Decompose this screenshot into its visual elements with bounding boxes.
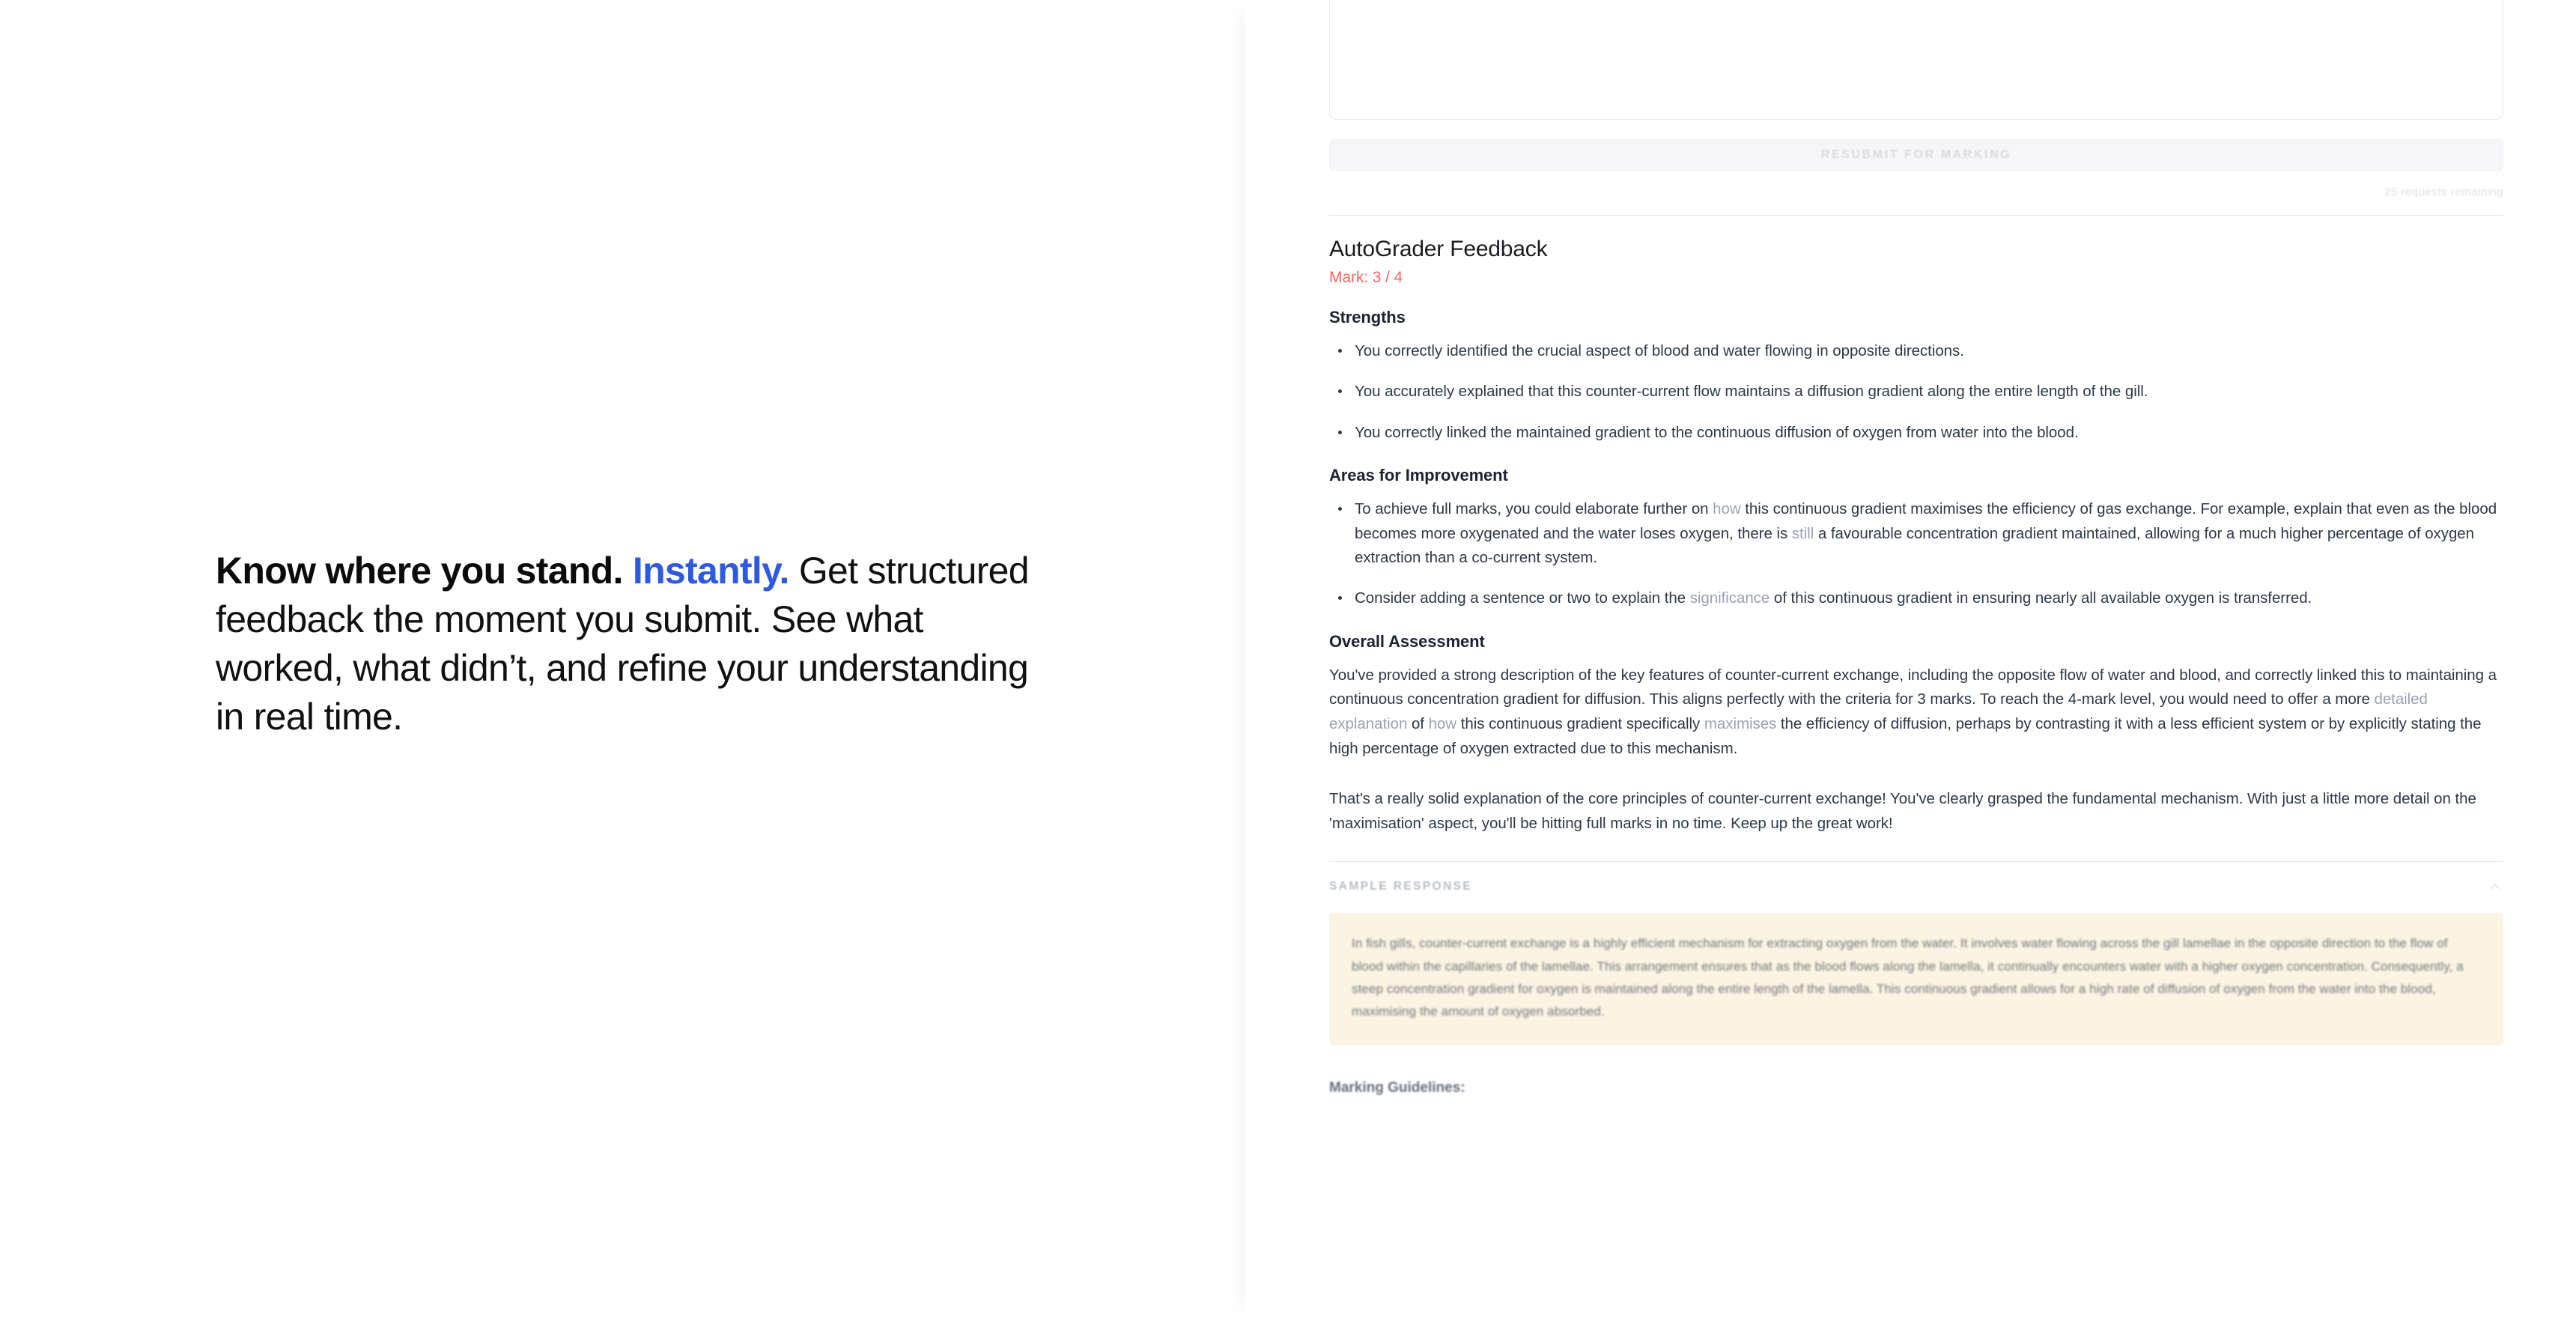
chevron-up-icon[interactable] xyxy=(2487,878,2503,895)
list-item: You correctly linked the maintained gradient to the continuous diffusion of oxygen from water into the blood. xyxy=(1329,421,2503,445)
list-item: You accurately explained that this counter-current flow maintains a diffusion gradient along the entire length of the gill. xyxy=(1329,380,2503,404)
section-divider-top xyxy=(1329,215,2503,216)
improvement-1-text-b: this continuous gradient maximises the efficiency of gas exchange. For example, explain that even as the blood becomes more oxygenated and the water loses oxygen, there is xyxy=(1355,500,2497,542)
hero-headline-lead: Know where you stand. xyxy=(216,550,633,592)
resubmit-button-label: RESUBMIT FOR MARKING xyxy=(1820,148,2012,161)
section-divider-sample xyxy=(1329,861,2503,862)
improvement-1-emphasis-how: how xyxy=(1713,500,1741,518)
mark-badge: Mark: 3 / 4 xyxy=(1329,269,1403,286)
improvements-list xyxy=(1329,497,2503,611)
strengths-list xyxy=(1329,339,2503,445)
hero-copy-block xyxy=(0,547,1144,741)
list-item xyxy=(1329,497,2503,570)
feedback-panel-content xyxy=(1245,0,2576,1096)
hero-section xyxy=(0,0,1245,1318)
improvement-2-text-b: of this continuous gradient in ensuring nearly all available oxygen is transferred. xyxy=(1770,589,2312,607)
improvement-1-text-c: a favourable concentration gradient maintained, allowing for a much higher percentage of oxygen extraction than a co-current system. xyxy=(1355,524,2475,566)
sample-response-box xyxy=(1329,913,2503,1045)
hero-headline xyxy=(216,547,1054,741)
improvement-2-emphasis-significance: significance xyxy=(1689,589,1770,607)
feedback-panel xyxy=(1245,0,2576,1318)
resubmit-for-marking-button[interactable] xyxy=(1329,139,2503,171)
overall-p1-emphasis-maximises: maximises xyxy=(1704,715,1777,733)
marking-guidelines-heading: Marking Guidelines: xyxy=(1329,1080,1465,1096)
hero-headline-accent: Instantly. xyxy=(632,550,789,592)
overall-assessment-paragraph-1 xyxy=(1329,663,2503,762)
overall-p1-text-c: this continuous gradient specifically xyxy=(1456,715,1704,733)
improvements-heading: Areas for Improvement xyxy=(1329,466,1508,485)
overall-p1-text-a: You've provided a strong description of the key features of counter-current exchange, including the opposite flow of water and blood, and correctly linked this to maintaining a continuous concentration gradient for diffusion. This aligns perfectly with the criteria for 3 marks. To reach the 4-mark level, you would need to offer a more xyxy=(1329,666,2497,708)
overall-assessment-heading: Overall Assessment xyxy=(1329,631,1485,651)
overall-assessment-paragraph-2: That's a really solid explanation of the core principles of counter-current exchange! You've clearly grasped the fundamental mechanism. With just a little more detail on the 'maximisation' aspect, you'll be hitting full marks in no time. Keep up the great work! xyxy=(1329,789,2476,832)
list-item: You correctly identified the crucial aspect of blood and water flowing in opposite directions. xyxy=(1329,339,2503,363)
improvement-1-emphasis-still: still xyxy=(1791,524,1814,542)
hero-headline-body: Get structured feedback the moment you submit. See what worked, what didn’t, and refine your understanding in real time. xyxy=(216,550,1029,738)
autograder-feedback-title: AutoGrader Feedback xyxy=(1329,237,1548,261)
overall-p1-emphasis-how: how xyxy=(1428,715,1457,733)
sample-response-text: In fish gills, counter-current exchange is a highly efficient mechanism for extracting oxygen from the water. It involves water flowing across the gill lamellae in the opposite direction to the flow of blood within the capillaries of the lamellae. This arrangement ensures that as the blood flows along the lamella, it continually encounters water with a higher oxygen concentration. Consequently, a steep concentration gradient for oxygen is maintained along the entire length of the lamella. This continuous gradient allows for a high rate of diffusion of oxygen from the water into the blood, maximising the amount of oxygen absorbed. xyxy=(1352,936,2464,1019)
overall-p1-emphasis-detailed-explanation: detailed explanation xyxy=(1329,690,2428,733)
feedback-panel-scroll[interactable] xyxy=(1245,0,2576,1096)
improvement-1-text-a: To achieve full marks, you could elaborate further on xyxy=(1355,500,1713,518)
overall-p1-text-b: of xyxy=(1407,715,1429,733)
list-item xyxy=(1329,586,2503,610)
sample-response-header[interactable] xyxy=(1329,878,2503,895)
answer-textarea[interactable] xyxy=(1329,0,2503,120)
overall-p1-text-d: the efficiency of diffusion, perhaps by contrasting it with a less efficient system or by explicitly stating the high percentage of oxygen extracted due to this mechanism. xyxy=(1329,715,2482,758)
requests-remaining-label: 25 requests remaining xyxy=(2384,186,2503,198)
sample-response-heading: SAMPLE RESPONSE xyxy=(1329,880,1473,893)
strengths-heading: Strengths xyxy=(1329,308,1406,327)
improvement-2-text-a: Consider adding a sentence or two to explain the xyxy=(1355,589,1690,607)
